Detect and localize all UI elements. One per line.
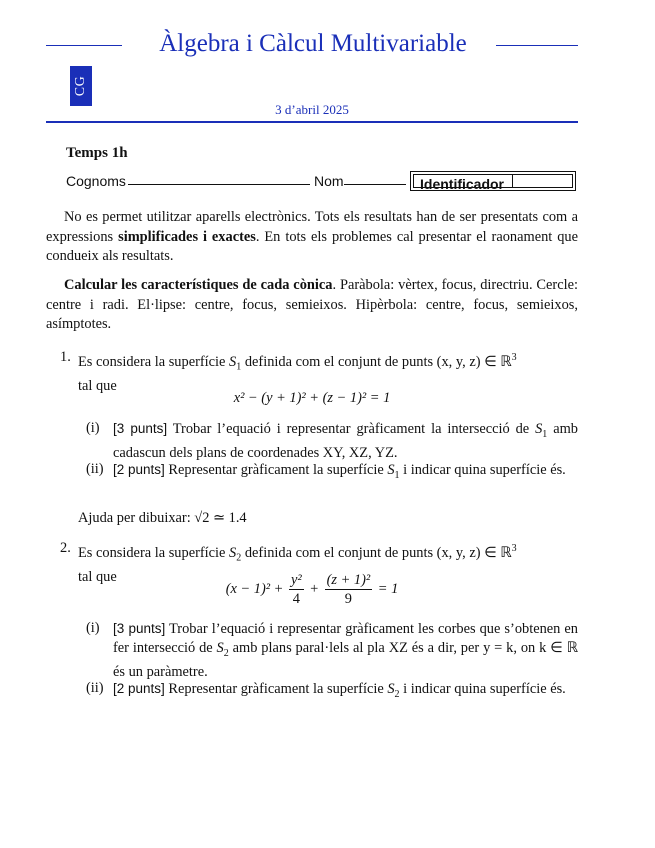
id-inner-frame [413,174,573,192]
id-box [410,171,576,191]
instructions-emphasis: simplificades i exactes [118,228,256,245]
header-rule [46,121,578,123]
drawing-hint: Ajuda per dibuixar: √2 ≃ 1.4 [78,510,247,526]
instructions-paragraph: No es permet utilitzar aparells electrònics. Tots els resultats han de ser presentats com a expressions simplificades i exactes. En tots els problemes cal presentar el raonament que condueix als resultats. [46,209,578,264]
points-badge: [3 punts] [113,421,168,436]
exam-header [46,22,578,124]
points-badge: [2 punts] [113,681,165,696]
problem-intro: Es considera la superfície $S_2$ definida com el conjunt de punts (x, y, z) ∈ ℝ$^3$ tal que [78,543,517,585]
points-badge: [3 punts] [113,621,166,636]
conics-emphasis: Calcular les característiques de cada cònica [64,277,333,293]
title-rule-right [496,45,578,46]
title-rule-left [46,45,122,46]
fraction-y: $\frac{\text{y²}}{4}$ [290,572,302,607]
problem-number: 2. [60,540,71,556]
title-row [46,30,578,60]
part-2-i: (i) [3 punts] Trobar l’equació i representar gràficament les corbes que s’obtenen en fer intersecció de $S_2$ amb plans paral·lels al pla XZ és a dir, per y = k, on k ∈ ℝ és un paràmetre. [86,620,578,680]
id-separator [512,175,513,187]
time-limit: Temps 1h [66,145,128,161]
part-1-i: (i) [3 punts] Trobar l’equació i representar gràficament la intersecció de $S_1$ amb cadascun dels plans de coordenades XY, XZ, YZ. [86,420,578,461]
logo [70,66,92,106]
points-badge: [2 punts] [113,462,165,477]
surname-label: Cognoms [66,173,126,189]
equation-2: (x − 1)² + $\frac{\text{y²}}{4}$ + $\frac{\text{(z + 1)²}}{9}$ = 1 [225,572,399,607]
logo-text: CG [72,75,88,97]
problem-2 [46,539,578,724]
part-2-ii: (ii) [2 punts] Representar gràficament la superfície $S_2$ i indicar quina superfície és. [86,680,566,700]
equation-1: x² − (y + 1)² + (z − 1)² = 1 [233,390,391,406]
name-label: Nom [314,173,344,189]
name-field[interactable] [344,184,406,185]
part-1-ii: (ii) [2 punts] Representar gràficament la superfície $S_1$ i indicar quina superfície és. [86,461,566,481]
fraction-z: $\frac{\text{(z + 1)²}}{9}$ [326,572,371,607]
problem-number: 1. [60,349,71,365]
exam-title: Àlgebra i Càlcul Multivariable [159,30,467,57]
problem-intro: Es considera la superfície $S_1$ definida com el conjunt de punts (x, y, z) ∈ ℝ$^3$ tal que [78,352,517,394]
problem-1 [46,348,578,528]
id-label: Identificador [420,176,505,192]
exam-date: 3 d’abril 2025 [275,102,349,117]
conics-paragraph: Calcular les característiques de cada cònica. Paràbola: vèrtex, focus, directriu. Cercle: centre i radi. El·lipse: centre, focus, semieixos. Hipèrbola: centre, focus, semieixos, asímptotes. [46,277,578,332]
surname-field[interactable] [128,184,310,185]
name-row [66,171,578,195]
